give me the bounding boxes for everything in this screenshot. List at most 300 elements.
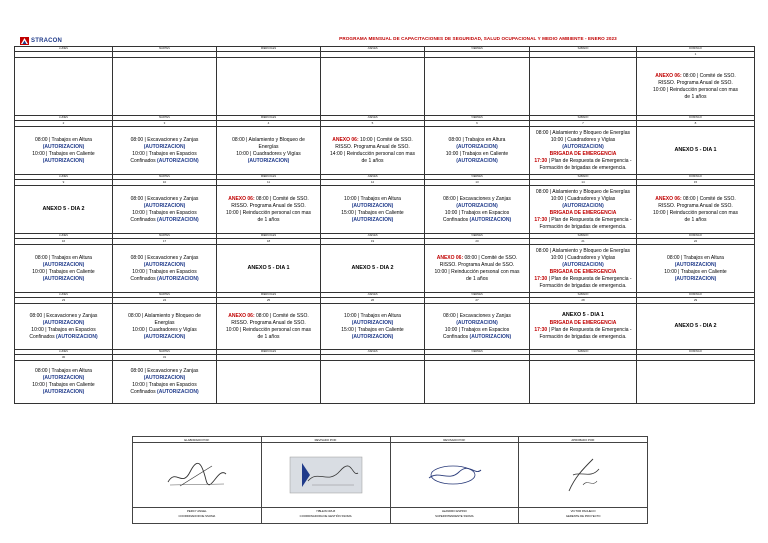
- day-cell: [15, 245, 113, 293]
- event-text: 08:00 | Excavaciones y Zanjas: [443, 195, 511, 202]
- event-line: [639, 276, 752, 283]
- event-line: [532, 255, 634, 262]
- event-text: 10:00 | Cuadradores y Vigías: [236, 150, 301, 157]
- event-text: (AUTORIZACION): [469, 333, 512, 340]
- event-text: (AUTORIZACION): [143, 261, 186, 268]
- event-text: (AUTORIZACION): [42, 375, 85, 381]
- event-text: de 1 años: [361, 157, 384, 164]
- event-line: [532, 144, 634, 151]
- day-number: 6: [425, 121, 530, 127]
- event-line: [17, 262, 110, 269]
- event-text: (AUTORIZACION): [674, 275, 717, 282]
- event-line: [17, 313, 110, 320]
- event-line: [532, 196, 634, 203]
- day-number: 28: [530, 298, 637, 304]
- weekday-label-sabado: SÁBADO: [530, 293, 637, 298]
- event-line: [115, 158, 214, 165]
- event-tag: 17:30: [534, 275, 548, 282]
- day-number: 29: [637, 298, 755, 304]
- event-tag: ANEXO 06:: [228, 195, 255, 202]
- day-number: 22: [637, 239, 755, 245]
- day-cell: [530, 245, 637, 293]
- event-line: [17, 144, 110, 151]
- event-text: 08:00 | Trabajos en Altura: [667, 254, 724, 261]
- weekday-label-lunes: LUNES: [15, 234, 113, 239]
- event-text: 10:00 | Trabajos en Caliente: [32, 268, 95, 275]
- day-cell: [15, 186, 113, 234]
- day-number: 9: [15, 180, 113, 186]
- event-text: (AUTORIZACION): [562, 261, 604, 268]
- weekday-label-martes: MARTES: [113, 293, 217, 298]
- event-line: [17, 151, 110, 158]
- day-cell: [425, 361, 530, 404]
- event-text: RISSO. Programa Anual de SSO.: [439, 261, 515, 268]
- day-events-row: [15, 58, 755, 116]
- weekday-label-lunes: LUNES: [15, 47, 113, 52]
- signature-box-reviewed-1: [262, 436, 391, 524]
- event-line: [219, 203, 318, 210]
- event-line: [219, 313, 318, 320]
- event-tag: ANEXO 06:: [655, 195, 682, 202]
- event-line: [532, 248, 634, 255]
- weekday-label-jueves: JUEVES: [321, 350, 425, 355]
- event-text: (AUTORIZACION): [351, 216, 394, 223]
- event-text: 10:00 | Cuadradores y Vigías: [550, 254, 616, 261]
- event-line: [115, 389, 214, 396]
- signature-box-reviewed-2: [391, 436, 520, 524]
- day-cell: [637, 245, 755, 293]
- event-text: (AUTORIZACION): [56, 333, 98, 340]
- day-number: 7: [530, 121, 637, 127]
- event-text: 10:00 | Trabajos en Altura: [344, 195, 401, 202]
- event-text: 10:00 | Trabajos en Espacios: [132, 382, 197, 388]
- day-cell: [217, 127, 321, 175]
- event-text: 10:00 | Reinducción personal con mas: [226, 326, 311, 333]
- day-cell: [217, 361, 321, 404]
- event-line: [323, 217, 422, 224]
- event-text: RISSO. Programa Anual de SSO.: [231, 202, 306, 209]
- event-line: [532, 276, 634, 283]
- event-line: [17, 276, 110, 283]
- weekday-label-sabado: SÁBADO: [530, 350, 637, 355]
- event-tag: 17:30: [534, 157, 548, 164]
- event-line: [532, 327, 634, 334]
- event-line: [323, 320, 422, 327]
- event-line: [532, 137, 634, 144]
- day-number: 12: [321, 180, 425, 186]
- event-line: [115, 313, 214, 320]
- event-text: 08:00 | Comité de SSO.: [463, 254, 518, 261]
- day-number: 27: [425, 298, 530, 304]
- event-text: 08:00 | Excavaciones y Zanjas: [443, 312, 511, 319]
- event-line: [639, 255, 752, 262]
- event-line: [532, 158, 634, 165]
- event-line: [17, 137, 110, 144]
- weekday-label-miercoles: MIÉRCOLES: [217, 175, 321, 180]
- day-cell: [637, 186, 755, 234]
- weekday-label-martes: MARTES: [113, 350, 217, 355]
- day-number: 17: [113, 239, 217, 245]
- event-text: (AUTORIZACION): [42, 319, 85, 326]
- day-number: 31: [113, 355, 217, 361]
- day-cell: [113, 304, 217, 350]
- event-text: | Plan de Respuesta de Emergencia -: [547, 326, 632, 333]
- day-cell: [321, 245, 425, 293]
- handwritten-signature-icon: [419, 458, 489, 492]
- day-events-row: [15, 127, 755, 175]
- event-line: [532, 189, 634, 196]
- weekday-label-viernes: VIERNES: [425, 234, 530, 239]
- event-line: [427, 262, 527, 269]
- event-text: Confinados: [442, 333, 470, 340]
- calendar-table: [14, 46, 755, 404]
- company-logo: [20, 36, 62, 45]
- event-text: Formación de brigadas de emergencia.: [539, 164, 627, 171]
- event-line: [532, 312, 634, 320]
- day-cell: [425, 58, 530, 116]
- event-line: [219, 144, 318, 151]
- event-line: [532, 165, 634, 172]
- weekday-label-viernes: VIERNES: [425, 350, 530, 355]
- signer-name: YIBLEIN CRUZ: [262, 507, 390, 513]
- event-text: 15:00 | Trabajos en Caliente: [341, 209, 404, 216]
- day-events-row: [15, 245, 755, 293]
- event-text: 10:00 | Trabajos en Altura: [344, 312, 401, 319]
- event-line: [427, 144, 527, 151]
- day-cell: [217, 186, 321, 234]
- event-line: [219, 151, 318, 158]
- event-text: Energías: [154, 319, 175, 326]
- event-tag: ANEXO 06:: [228, 312, 255, 319]
- signature-box-approved: [519, 436, 648, 524]
- event-text: 10:00 | Trabajos en Espacios: [444, 209, 510, 216]
- event-text: (AUTORIZACION): [42, 389, 85, 395]
- event-line: [115, 196, 214, 203]
- event-line: [639, 94, 752, 101]
- event-line: [532, 283, 634, 290]
- signature-box-prepared: [132, 436, 262, 524]
- weekday-label-miercoles: MIÉRCOLES: [217, 116, 321, 121]
- event-text: Formación de brigadas de emergencia.: [539, 282, 627, 289]
- event-line: [532, 217, 634, 224]
- event-text: Confinados: [442, 216, 470, 223]
- day-cell: [113, 186, 217, 234]
- event-text: (AUTORIZACION): [42, 261, 85, 268]
- weekday-label-lunes: LUNES: [15, 116, 113, 121]
- weekday-label-domingo: DOMINGO: [637, 175, 755, 180]
- event-text: 14:00 | Reinducción personal con mas: [330, 150, 415, 157]
- event-text: 10:00 | Cuadradores y Vigías: [550, 195, 616, 202]
- event-line: [115, 269, 214, 276]
- event-line: [639, 217, 752, 224]
- event-text: 10:00 | Reinducción personal con mas: [653, 209, 738, 216]
- event-text: RISSO. Programa Anual de SSO.: [231, 319, 306, 326]
- event-line: [639, 262, 752, 269]
- event-text: de 1 años: [684, 216, 707, 223]
- event-line: [532, 269, 634, 276]
- day-cell: [530, 361, 637, 404]
- event-line: [427, 327, 527, 334]
- signature-label: ELABORADO POR:: [133, 437, 261, 443]
- event-tag: BRIGADA DE EMERGENCIA: [549, 209, 617, 216]
- day-number: 2: [15, 121, 113, 127]
- event-text: Formación de brigadas de emergencia.: [539, 333, 627, 340]
- event-line: [323, 313, 422, 320]
- signer-role: COORDINADORA DE GESTIÓN SSOMA: [299, 514, 352, 518]
- day-cell: [321, 361, 425, 404]
- day-cell: [425, 304, 530, 350]
- day-cell: [425, 245, 530, 293]
- weekday-label-jueves: JUEVES: [321, 175, 425, 180]
- event-text: 08:00 | Aislamiento y Bloqueo de Energías: [535, 129, 631, 136]
- event-text: (AUTORIZACION): [351, 202, 394, 209]
- day-number: 26: [321, 298, 425, 304]
- weekday-label-martes: MARTES: [113, 175, 217, 180]
- event-line: [115, 137, 214, 144]
- event-text: de 1 años: [684, 93, 707, 100]
- event-line: [532, 334, 634, 341]
- event-line: [427, 196, 527, 203]
- event-text: 08:00 | Excavaciones y Zanjas: [130, 195, 199, 202]
- event-text: Formación de brigadas de emergencia.: [539, 223, 627, 230]
- day-cell: [530, 304, 637, 350]
- day-cell: [217, 304, 321, 350]
- event-text: 10:00 | Trabajos en Caliente: [445, 150, 509, 157]
- event-text: 10:00 | Trabajos en Espacios: [132, 209, 197, 216]
- event-line: [115, 320, 214, 327]
- event-text: 08:00 | Aislamiento y Bloqueo de: [232, 136, 305, 143]
- event-line: [323, 158, 422, 165]
- event-line: [639, 323, 752, 331]
- day-cell: [15, 58, 113, 116]
- day-cell: [113, 58, 217, 116]
- weekday-label-viernes: VIERNES: [425, 175, 530, 180]
- event-title: ANEXO 5 - DIA 1: [674, 146, 717, 153]
- event-text: (AUTORIZACION): [247, 157, 290, 164]
- event-text: Confinados: [29, 333, 57, 340]
- event-line: [17, 389, 110, 396]
- signature-drawing: [133, 445, 261, 505]
- event-line: [17, 206, 110, 214]
- day-events-row: [15, 186, 755, 234]
- event-line: [532, 151, 634, 158]
- event-line: [219, 196, 318, 203]
- signature-drawing: [262, 445, 390, 505]
- event-line: [115, 217, 214, 224]
- event-text: (AUTORIZACION): [157, 389, 199, 395]
- signer-name: PERCY ANGEL: [133, 507, 261, 513]
- weekday-label-miercoles: MIÉRCOLES: [217, 293, 321, 298]
- day-cell: [637, 304, 755, 350]
- day-cell: [15, 304, 113, 350]
- weekday-label-sabado: SÁBADO: [530, 175, 637, 180]
- event-text: (AUTORIZACION): [456, 319, 498, 326]
- event-text: 10:00 | Comité de SSO.: [358, 136, 413, 143]
- event-line: [532, 320, 634, 327]
- event-text: (AUTORIZACION): [456, 143, 498, 150]
- event-tag: ANEXO 06:: [436, 254, 464, 261]
- event-text: 08:00 | Excavaciones y Zanjas: [29, 312, 98, 319]
- event-line: [219, 137, 318, 144]
- event-text: | Plan de Respuesta de Emergencia -: [547, 157, 632, 164]
- event-text: 08:00 | Trabajos en Altura: [35, 136, 92, 143]
- event-tag: 17:30: [534, 216, 548, 223]
- event-text: 08:00 | Aislamiento y Bloqueo de Energías: [535, 247, 631, 254]
- signer-name: VICTOR PACHECO: [519, 507, 647, 513]
- event-text: 08:00 | Trabajos en Altura: [448, 136, 506, 143]
- day-cell: [15, 127, 113, 175]
- event-text: (AUTORIZACION): [674, 261, 717, 268]
- event-tag: 17:30: [534, 326, 548, 333]
- event-tag: BRIGADA DE EMERGENCIA: [549, 150, 617, 157]
- weekday-label-lunes: LUNES: [15, 175, 113, 180]
- event-line: [427, 334, 527, 341]
- weekday-label-jueves: JUEVES: [321, 234, 425, 239]
- event-line: [115, 151, 214, 158]
- event-text: 10:00 | Trabajos en Espacios: [444, 326, 510, 333]
- event-line: [323, 334, 422, 341]
- event-text: 08:00 | Trabajos en Altura: [35, 368, 92, 374]
- event-line: [219, 210, 318, 217]
- weekday-label-viernes: VIERNES: [425, 116, 530, 121]
- event-tag: ANEXO 06:: [655, 72, 682, 79]
- event-line: [427, 217, 527, 224]
- event-line: [17, 334, 110, 341]
- weekday-label-miercoles: MIÉRCOLES: [217, 234, 321, 239]
- event-text: Energías: [258, 143, 279, 150]
- signature-label: REVISADO POR:: [391, 437, 519, 443]
- weekday-label-viernes: VIERNES: [425, 47, 530, 52]
- page-title: PROGRAMA MENSUAL DE CAPACITACIONES DE SEGURIDAD, SALUD OCUPACIONAL Y MEDIO AMBIENTE - ENERO 2023: [339, 36, 617, 41]
- event-tag: ANEXO 06:: [332, 136, 359, 143]
- event-line: [219, 327, 318, 334]
- signer-role: SUPERINTENDENTE SSOMA: [435, 514, 474, 518]
- event-text: 10:00 | Trabajos en Caliente: [664, 268, 727, 275]
- weekday-label-martes: MARTES: [113, 234, 217, 239]
- event-text: (AUTORIZACION): [143, 143, 186, 150]
- event-text: 10:00 | Cuadradores y Vigías: [132, 326, 197, 333]
- event-text: (AUTORIZACION): [562, 143, 604, 150]
- signature-drawing: [519, 445, 647, 505]
- day-number: 13: [425, 180, 530, 186]
- signer-name: LEANDRO ESPINO: [391, 507, 519, 513]
- weekday-label-domingo: DOMINGO: [637, 293, 755, 298]
- event-text: (AUTORIZACION): [157, 216, 199, 223]
- event-line: [427, 137, 527, 144]
- event-text: Confinados: [130, 275, 158, 282]
- event-text: Confinados: [130, 216, 158, 223]
- day-cell: [425, 186, 530, 234]
- weekday-label-viernes: VIERNES: [425, 293, 530, 298]
- event-text: de 1 años: [466, 275, 488, 282]
- day-number: 20: [425, 239, 530, 245]
- day-cell: [321, 58, 425, 116]
- event-line: [427, 151, 527, 158]
- day-cell: [113, 361, 217, 404]
- weekday-label-sabado: SÁBADO: [530, 47, 637, 52]
- weekday-label-martes: MARTES: [113, 47, 217, 52]
- event-line: [219, 158, 318, 165]
- weekday-label-lunes: LUNES: [15, 350, 113, 355]
- day-number: 24: [113, 298, 217, 304]
- event-line: [639, 196, 752, 203]
- event-text: Confinados: [130, 389, 158, 395]
- event-line: [115, 262, 214, 269]
- day-cell: [530, 186, 637, 234]
- day-cell: [637, 58, 755, 116]
- event-text: (AUTORIZACION): [456, 157, 498, 164]
- day-number: 4: [217, 121, 321, 127]
- weekday-label-miercoles: MIÉRCOLES: [217, 47, 321, 52]
- day-number: 14: [530, 180, 637, 186]
- event-text: Confinados: [130, 157, 158, 164]
- weekday-label-sabado: SÁBADO: [530, 234, 637, 239]
- stracon-logo-icon: [20, 37, 29, 45]
- weekday-label-jueves: JUEVES: [321, 116, 425, 121]
- event-text: 08:00 | Excavaciones y Zanjas: [130, 136, 199, 143]
- event-line: [639, 269, 752, 276]
- event-text: (AUTORIZACION): [157, 275, 199, 282]
- event-line: [639, 80, 752, 87]
- event-line: [17, 368, 110, 375]
- event-line: [323, 203, 422, 210]
- signer-role: COORDINADOR DE SSOMA: [178, 514, 216, 518]
- weekday-label-domingo: DOMINGO: [637, 47, 755, 52]
- day-cell: [321, 127, 425, 175]
- event-line: [532, 210, 634, 217]
- event-line: [532, 130, 634, 137]
- day-number: 5: [321, 121, 425, 127]
- event-line: [115, 276, 214, 283]
- event-line: [219, 320, 318, 327]
- day-cell: [321, 186, 425, 234]
- day-cell: [637, 127, 755, 175]
- event-text: (AUTORIZACION): [143, 202, 186, 209]
- day-number: 30: [15, 355, 113, 361]
- event-text: 15:00 | Trabajos en Caliente: [341, 326, 404, 333]
- event-text: RISSO. Programa Anual de SSO.: [658, 202, 733, 209]
- event-line: [639, 87, 752, 94]
- event-text: (AUTORIZACION): [562, 202, 604, 209]
- event-line: [115, 368, 214, 375]
- day-number: 21: [530, 239, 637, 245]
- event-title: ANEXO 5 - DIA 1: [247, 264, 290, 271]
- event-title: ANEXO 5 - DIA 2: [42, 205, 85, 212]
- day-cell: [113, 245, 217, 293]
- event-text: 08:00 | Aislamiento y Bloqueo de: [128, 312, 201, 319]
- event-text: de 1 años: [257, 216, 280, 223]
- event-text: RISSO. Programa Anual de SSO.: [335, 143, 410, 150]
- event-line: [427, 313, 527, 320]
- event-line: [323, 144, 422, 151]
- event-text: (AUTORIZACION): [469, 216, 512, 223]
- event-text: 08:00 | Aislamiento y Bloqueo de Energías: [535, 188, 631, 195]
- event-text: 10:00 | Trabajos en Espacios: [132, 150, 197, 157]
- weekday-label-martes: MARTES: [113, 116, 217, 121]
- day-cell: [321, 304, 425, 350]
- day-number: 18: [217, 239, 321, 245]
- weekday-label-domingo: DOMINGO: [637, 350, 755, 355]
- event-text: (AUTORIZACION): [143, 333, 186, 340]
- day-cell: [15, 361, 113, 404]
- event-line: [115, 375, 214, 382]
- event-line: [219, 265, 318, 273]
- signer-role: GERENTE DE PROYECTO: [565, 514, 601, 518]
- event-text: (AUTORIZACION): [42, 143, 85, 150]
- day-number: 8: [637, 121, 755, 127]
- event-line: [532, 203, 634, 210]
- event-line: [115, 203, 214, 210]
